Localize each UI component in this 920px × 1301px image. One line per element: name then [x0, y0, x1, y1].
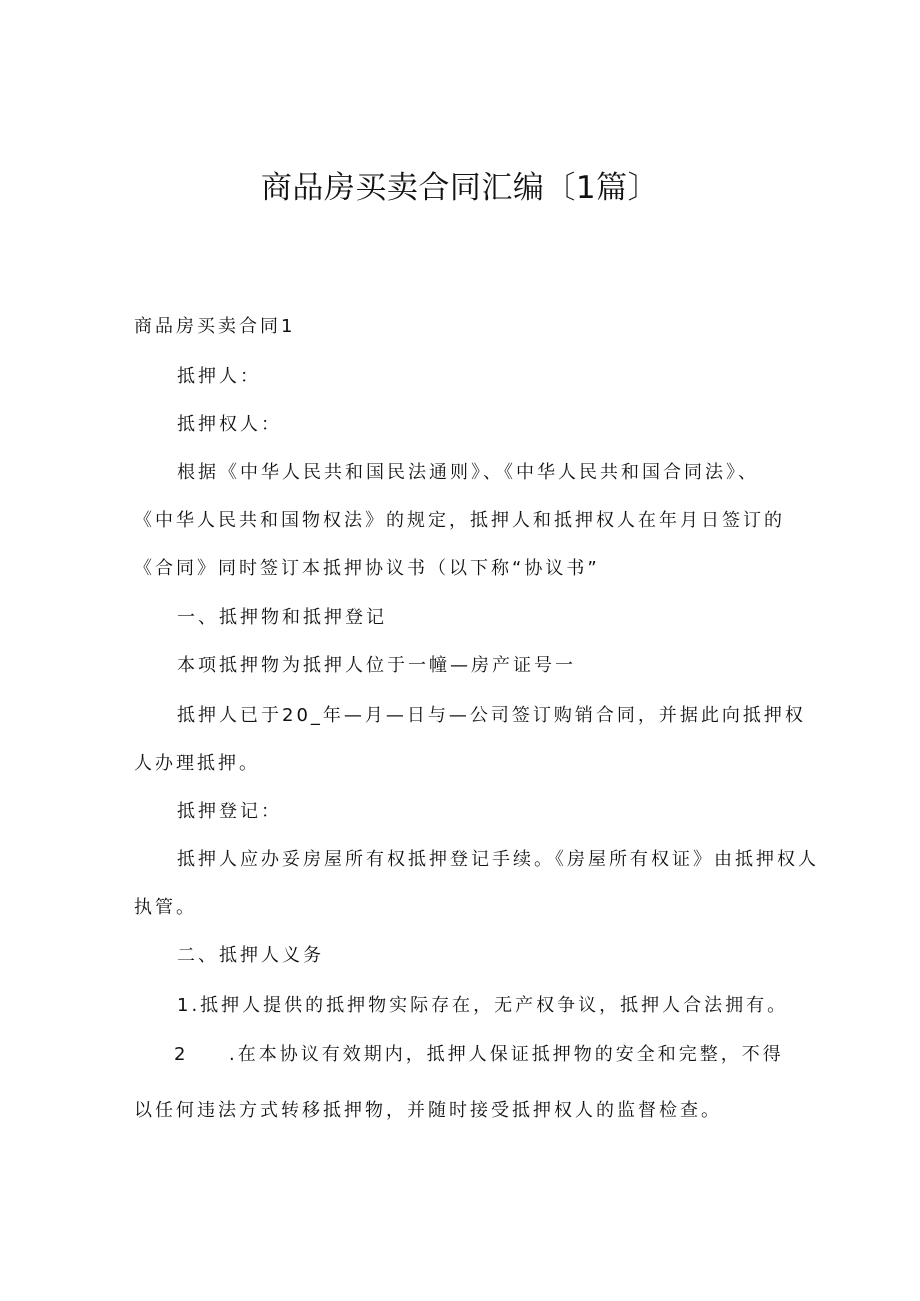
- paragraph-line: 抵押权人：: [177, 414, 282, 435]
- paragraph-line: 以任何违法方式转移抵押物，并随时接受抵押权人的监督检查。: [134, 1100, 722, 1121]
- paragraph-line: 根据《中华人民共和国民法通则》、《中华人民共和国合同法》、: [177, 462, 759, 483]
- paragraph-line: 《中华人民共和国物权法》的规定，抵押人和抵押权人在年月日签订的: [134, 510, 785, 531]
- paragraph-line: 执管。: [134, 897, 197, 918]
- subsection-heading: 一、抵押物和抵押登记: [177, 607, 387, 628]
- document-title: 商品房买卖合同汇编〔1篇〕: [260, 170, 660, 206]
- list-item: .在本协议有效期内，抵押人保证抵押物的安全和完整，不得: [229, 1044, 784, 1065]
- paragraph-line: 本项抵押物为抵押人位于一幢—房产证号一: [177, 655, 576, 676]
- section-heading: 商品房买卖合同1: [134, 316, 296, 337]
- paragraph-line: 抵押人应办妥房屋所有权抵押登记手续。《房屋所有权证》由抵押权人: [177, 849, 819, 870]
- paragraph-line: 《合同》同时签订本抵押协议书（以下称“协议书”: [134, 558, 600, 579]
- paragraph-line: 人办理抵押。: [134, 753, 260, 774]
- subsection-heading: 二、抵押人义务: [177, 945, 324, 966]
- paragraph-line: 抵押登记：: [177, 801, 282, 822]
- list-item: 1.抵押人提供的抵押物实际存在，无产权争议，抵押人合法拥有。: [177, 995, 789, 1016]
- paragraph-line: 抵押人已于20_年—月—日与—公司签订购销合同，并据此向抵押权: [177, 705, 806, 726]
- list-item-number: 2: [174, 1044, 189, 1065]
- paragraph-line: 抵押人：: [177, 366, 261, 387]
